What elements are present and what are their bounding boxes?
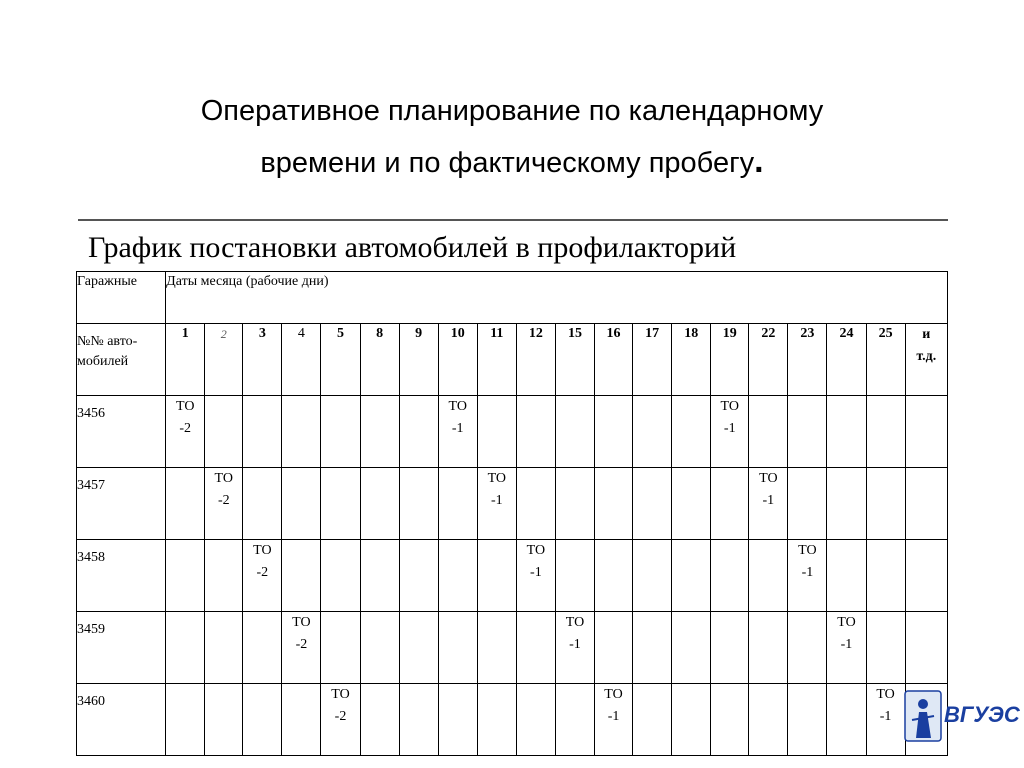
day-header: 12 [516, 324, 555, 396]
schedule-cell [633, 468, 672, 540]
schedule-cell [905, 612, 947, 684]
day-header: 19 [711, 324, 749, 396]
maintenance-mark: ТО-2 [292, 615, 311, 652]
day-header: 11 [477, 324, 516, 396]
schedule-cell [477, 540, 516, 612]
schedule-cell [282, 396, 321, 468]
schedule-cell [827, 612, 866, 684]
schedule-cell [205, 468, 243, 540]
schedule-cell [555, 396, 594, 468]
schedule-cell [672, 684, 711, 756]
maintenance-mark: ТО-1 [798, 543, 817, 580]
maintenance-mark: ТО-2 [214, 471, 234, 508]
schedule-cell [905, 540, 947, 612]
schedule-cell [555, 468, 594, 540]
schedule-cell [555, 684, 594, 756]
schedule-cell [205, 396, 243, 468]
table-row [77, 396, 948, 468]
schedule-cell [866, 540, 905, 612]
car-number: 3458 [77, 540, 166, 612]
maintenance-mark: ТО-1 [604, 687, 623, 724]
table-row [77, 468, 948, 540]
schedule-cell [243, 684, 282, 756]
schedule-cell [711, 468, 749, 540]
schedule-cell [711, 612, 749, 684]
schedule-cell [516, 540, 555, 612]
day-header: 5 [321, 324, 360, 396]
day-header: 3 [243, 324, 282, 396]
schedule-cell [399, 612, 438, 684]
schedule-cell [321, 684, 360, 756]
slide-title [0, 86, 1024, 188]
maintenance-mark: ТО-1 [565, 615, 585, 652]
schedule-cell [205, 684, 243, 756]
schedule-cell [399, 468, 438, 540]
schedule-cell [555, 612, 594, 684]
schedule-cell [516, 468, 555, 540]
schedule-cell [516, 684, 555, 756]
schedule-cell [282, 612, 321, 684]
title-divider [78, 219, 948, 221]
maintenance-mark: ТО-1 [759, 471, 778, 508]
schedule-cell [360, 468, 399, 540]
schedule-cell [866, 396, 905, 468]
title-line-1: Оперативное планирование по календарному [200, 95, 824, 127]
schedule-rows [77, 396, 948, 756]
schedule-cell [555, 540, 594, 612]
schedule-cell [827, 396, 866, 468]
schedule-cell [827, 540, 866, 612]
maintenance-mark: ТО-1 [876, 687, 895, 724]
schedule-cell [321, 612, 360, 684]
schedule-cell [595, 684, 633, 756]
schedule-cell [166, 540, 205, 612]
header-row-garage [77, 272, 948, 324]
schedule-cell [633, 396, 672, 468]
day-header: 4 [282, 324, 321, 396]
schedule-cell [399, 684, 438, 756]
schedule-cell [827, 468, 866, 540]
schedule-cell [321, 540, 360, 612]
schedule-cell [633, 612, 672, 684]
day-header: 1 [166, 324, 205, 396]
maintenance-mark: ТО-1 [526, 543, 546, 580]
schedule-cell [321, 396, 360, 468]
schedule-cell [438, 468, 477, 540]
schedule-cell [243, 612, 282, 684]
schedule-cell [516, 396, 555, 468]
schedule-cell [749, 396, 788, 468]
table-row [77, 684, 948, 756]
schedule-cell [438, 540, 477, 612]
car-number: 3456 [77, 396, 166, 468]
schedule-cell [595, 540, 633, 612]
day-header: 23 [788, 324, 827, 396]
schedule-cell [360, 612, 399, 684]
schedule-cell [749, 684, 788, 756]
title-dot: . [754, 142, 764, 180]
schedule-cell [243, 468, 282, 540]
schedule-cell [827, 684, 866, 756]
schedule-cell [672, 540, 711, 612]
car-number: 3460 [77, 684, 166, 756]
schedule-cell [399, 540, 438, 612]
table-row [77, 612, 948, 684]
schedule-cell [866, 468, 905, 540]
schedule-cell [711, 396, 749, 468]
title-line-2-text: времени и по фактическому пробегу [260, 147, 755, 179]
schedule-cell [905, 468, 947, 540]
schedule-cell [595, 612, 633, 684]
car-number: 3459 [77, 612, 166, 684]
logo-text: ВГУЭС [944, 702, 1020, 727]
maintenance-mark: ТО-1 [837, 615, 856, 652]
schedule-cell [166, 612, 205, 684]
schedule-cell [788, 684, 827, 756]
schedule-cell [711, 684, 749, 756]
schedule-cell [360, 684, 399, 756]
header-garage: Гаражные [77, 272, 166, 324]
schedule-cell [633, 540, 672, 612]
schedule-cell [711, 540, 749, 612]
slide-subtitle: График постановки автомобилей в профилакторий [88, 231, 737, 264]
schedule-cell [749, 540, 788, 612]
schedule-cell [477, 612, 516, 684]
schedule-cell [788, 396, 827, 468]
day-header: 22 [749, 324, 788, 396]
schedule-cell [672, 396, 711, 468]
schedule-cell [633, 684, 672, 756]
header-dates: Даты месяца (рабочие дни) [166, 272, 948, 324]
table-row [77, 540, 948, 612]
schedule-cell [595, 396, 633, 468]
schedule-cell [866, 612, 905, 684]
schedule-cell [788, 612, 827, 684]
maintenance-mark: ТО-1 [448, 399, 467, 436]
schedule-cell [905, 396, 947, 468]
maintenance-mark: ТО-1 [720, 399, 739, 436]
schedule-cell [360, 396, 399, 468]
schedule-cell [788, 468, 827, 540]
schedule-cell [438, 684, 477, 756]
schedule-cell [360, 540, 399, 612]
schedule-cell [477, 684, 516, 756]
schedule-cell [438, 612, 477, 684]
maintenance-mark: ТО-2 [175, 399, 195, 436]
schedule-cell [243, 396, 282, 468]
schedule-cell [788, 540, 827, 612]
schedule-cell [243, 540, 282, 612]
schedule-cell [438, 396, 477, 468]
day-header: 18 [672, 324, 711, 396]
schedule-cell [399, 396, 438, 468]
day-header: 25 [866, 324, 905, 396]
schedule-cell [595, 468, 633, 540]
day-header: 24 [827, 324, 866, 396]
schedule-cell [749, 612, 788, 684]
schedule-cell [321, 468, 360, 540]
car-number: 3457 [77, 468, 166, 540]
schedule-cell [166, 396, 205, 468]
maintenance-mark: ТО-2 [253, 543, 272, 580]
header-car-numbers: №№ авто-мобилей [77, 324, 166, 396]
day-header-etc-text: и т.д. [916, 327, 937, 364]
schedule-cell [282, 468, 321, 540]
schedule-table [76, 271, 948, 756]
day-header: 17 [633, 324, 672, 396]
maintenance-mark: ТО-1 [487, 471, 507, 508]
schedule-cell [866, 684, 905, 756]
day-header: 10 [438, 324, 477, 396]
day-header: 15 [555, 324, 594, 396]
schedule-cell [166, 684, 205, 756]
day-header: 16 [595, 324, 633, 396]
schedule-cell [672, 468, 711, 540]
schedule-cell [282, 540, 321, 612]
schedule-cell [205, 612, 243, 684]
day-header: 8 [360, 324, 399, 396]
schedule-cell [205, 540, 243, 612]
header-row-days [77, 324, 948, 396]
day-header-etc [905, 324, 947, 396]
maintenance-mark: ТО-2 [331, 687, 350, 724]
schedule-cell [516, 612, 555, 684]
schedule-cell [477, 396, 516, 468]
day-header: 2 [205, 324, 243, 396]
schedule-cell [749, 468, 788, 540]
schedule-cell [477, 468, 516, 540]
schedule-cell [282, 684, 321, 756]
day-header: 9 [399, 324, 438, 396]
schedule-cell [166, 468, 205, 540]
title-line-2 [0, 136, 1024, 188]
vgues-logo [904, 690, 1022, 744]
schedule-cell [672, 612, 711, 684]
